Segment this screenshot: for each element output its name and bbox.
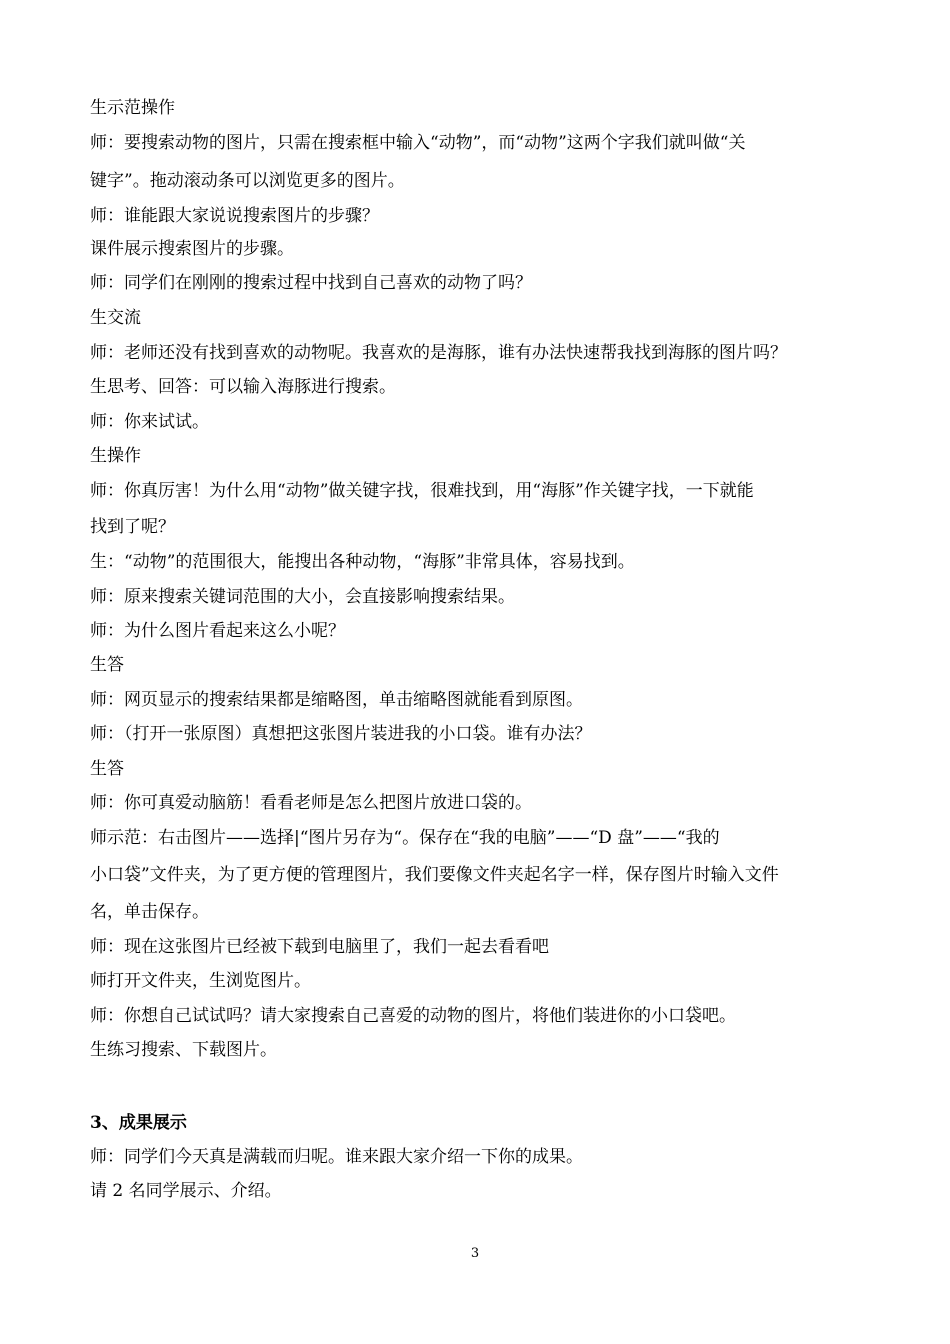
- paragraph-line: 师示范：右击图片——选择|“图片另存为“。保存在“我的电脑”——“D 盘”——“我的: [90, 828, 720, 848]
- paragraph-line: 师：同学们今天真是满载而归呢。谁来跟大家介绍一下你的成果。: [90, 1147, 583, 1167]
- paragraph-line: 师：你真厉害！为什么用“动物”做关键字找，很难找到，用“海豚”作关键字找，一下就能: [90, 481, 754, 501]
- paragraph-line: 生：“动物”的范围很大，能搜出各种动物，“海豚”非常具体，容易找到。: [90, 552, 635, 572]
- paragraph-line: 键字”。拖动滚动条可以浏览更多的图片。: [90, 171, 405, 191]
- paragraph-line: 师：现在这张图片已经被下载到电脑里了，我们一起去看看吧: [90, 937, 549, 957]
- paragraph-line: 生示范操作: [90, 98, 175, 118]
- paragraph-line: 生练习搜索、下载图片。: [90, 1040, 277, 1060]
- paragraph-line: 生思考、回答：可以输入海豚进行搜索。: [90, 377, 396, 397]
- paragraph-line: 师：为什么图片看起来这么小呢？: [90, 621, 345, 641]
- paragraph-line: 师：你可真爱动脑筋！看看老师是怎么把图片放进口袋的。: [90, 793, 532, 813]
- paragraph-line: 生答: [90, 759, 124, 779]
- paragraph-line: 师：要搜索动物的图片，只需在搜索框中输入“动物”，而“动物”这两个字我们就叫做“关: [90, 133, 746, 153]
- paragraph-line: 师：原来搜索关键词范围的大小，会直接影响搜索结果。: [90, 587, 515, 607]
- page-number: 3: [470, 1246, 480, 1261]
- section-heading: 3、成果展示: [90, 1113, 187, 1133]
- paragraph-line: 师：谁能跟大家说说搜索图片的步骤？: [90, 206, 379, 226]
- paragraph-line: 师：你来试试。: [90, 412, 209, 432]
- paragraph-line: 师：网页显示的搜索结果都是缩略图，单击缩略图就能看到原图。: [90, 690, 583, 710]
- paragraph-line: 师：你想自己试试吗？请大家搜索自己喜爱的动物的图片，将他们装进你的小口袋吧。: [90, 1006, 736, 1026]
- paragraph-line: 小口袋”文件夹，为了更方便的管理图片，我们要像文件夹起名字一样，保存图片时输入文件: [90, 865, 779, 885]
- paragraph-line: 师：（打开一张原图）真想把这张图片装进我的小口袋。谁有办法？: [90, 724, 592, 744]
- paragraph-line: 师：同学们在刚刚的搜索过程中找到自己喜欢的动物了吗？: [90, 273, 532, 293]
- paragraph-line: 生交流: [90, 308, 141, 328]
- paragraph-line: 生答: [90, 655, 124, 675]
- paragraph-line: 师：老师还没有找到喜欢的动物呢。我喜欢的是海豚，谁有办法快速帮我找到海豚的图片吗？: [90, 343, 787, 363]
- paragraph-line: 请 2 名同学展示、介绍。: [90, 1181, 282, 1201]
- paragraph-line: 生操作: [90, 446, 141, 466]
- paragraph-line: 课件展示搜索图片的步骤。: [90, 239, 294, 259]
- paragraph-line: 名，单击保存。: [90, 902, 209, 922]
- paragraph-line: 找到了呢？: [90, 517, 175, 537]
- paragraph-line: 师打开文件夹，生浏览图片。: [90, 971, 311, 991]
